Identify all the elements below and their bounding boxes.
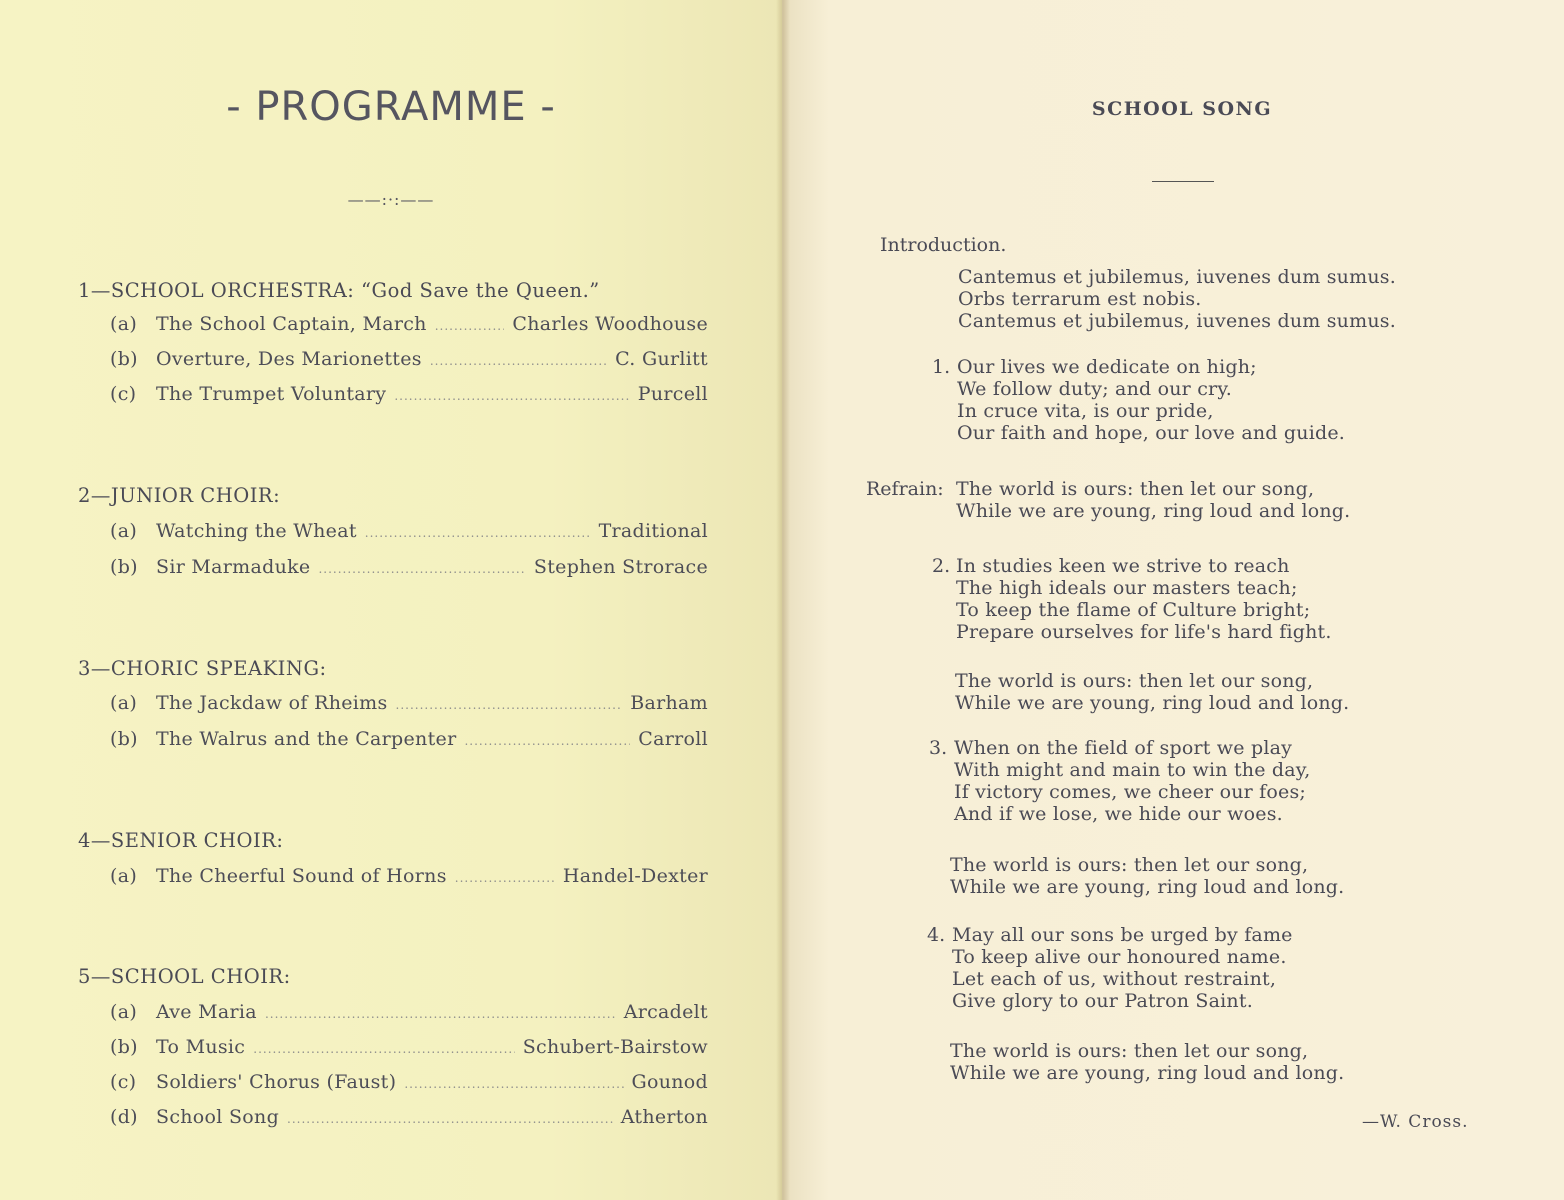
item-title: Watching the Wheat	[156, 520, 357, 542]
item-label: (a)	[110, 1001, 138, 1023]
item-title: The Trumpet Voluntary	[156, 383, 387, 405]
verse-stanza	[956, 555, 1332, 643]
song-line: May all our sons be urged by fame	[952, 924, 1293, 946]
programme-item	[110, 865, 708, 891]
verse-stanza	[954, 737, 1310, 825]
song-line: To keep the flame of Culture bright;	[956, 599, 1311, 621]
dot-leader	[455, 871, 555, 885]
refrain-stanza	[955, 670, 1349, 714]
section-heading-junior-choir: 2—JUNIOR CHOIR:	[78, 484, 281, 507]
dot-leader	[253, 1042, 514, 1056]
refrain-stanza	[956, 478, 1350, 522]
song-line: The world is ours: then let our song,	[956, 478, 1315, 500]
dot-leader	[464, 734, 630, 748]
item-title: Ave Maria	[156, 1001, 257, 1023]
programme-item	[110, 313, 708, 339]
item-composer: Carroll	[638, 728, 708, 750]
song-line: While we are young, ring loud and long.	[955, 692, 1350, 714]
item-title: The Cheerful Sound of Horns	[156, 865, 447, 887]
song-line: While we are young, ring loud and long.	[956, 500, 1351, 522]
item-title: The Jackdaw of Rheims	[156, 692, 388, 714]
song-line: The world is ours: then let our song,	[950, 1040, 1309, 1062]
dot-leader	[318, 562, 525, 576]
item-composer: Gounod	[631, 1071, 708, 1093]
dot-leader	[365, 526, 591, 540]
programme-item	[110, 520, 708, 546]
verse-number: 1.	[932, 356, 951, 378]
programme-item	[110, 556, 708, 582]
verse-number: 2.	[932, 555, 951, 577]
song-line: Our lives we dedicate on high;	[957, 356, 1257, 378]
dot-leader	[394, 389, 629, 403]
item-label: (a)	[110, 313, 138, 335]
item-label: (a)	[110, 520, 138, 542]
programme-item	[110, 383, 708, 409]
verse-number: 3.	[929, 737, 948, 759]
dot-leader	[435, 319, 505, 333]
song-line: And if we lose, we hide our woes.	[954, 803, 1283, 825]
item-composer: C. Gurlitt	[615, 348, 708, 370]
item-composer: Barham	[630, 692, 708, 714]
item-title: The Walrus and the Carpenter	[156, 728, 457, 750]
item-label: (c)	[110, 383, 137, 405]
programme-item	[110, 1106, 708, 1132]
item-title: Sir Marmaduke	[156, 556, 311, 578]
song-line: The high ideals our masters teach;	[956, 577, 1298, 599]
song-line: Our faith and hope, our love and guide.	[957, 422, 1346, 444]
song-author: —W. Cross.	[1362, 1112, 1469, 1132]
song-line: The world is ours: then let our song,	[950, 854, 1309, 876]
page-gutter	[776, 0, 790, 1200]
title-rule	[1152, 181, 1214, 182]
song-line: Let each of us, without restraint,	[952, 968, 1277, 990]
refrain-stanza	[950, 854, 1344, 898]
dot-leader	[287, 1112, 613, 1126]
song-line: Cantemus et jubilemus, iuvenes dum sumus.	[958, 266, 1396, 288]
introduction-stanza	[958, 266, 1396, 332]
refrain-stanza	[950, 1040, 1344, 1084]
song-line: While we are young, ring loud and long.	[950, 1062, 1345, 1084]
song-line: When on the field of sport we play	[954, 737, 1293, 759]
school-song-page	[782, 0, 1564, 1200]
song-line: In cruce vita, is our pride,	[957, 400, 1214, 422]
item-composer: Atherton	[620, 1106, 708, 1128]
refrain-label: Refrain:	[866, 478, 944, 500]
programme-item	[110, 692, 708, 718]
item-label: (a)	[110, 865, 138, 887]
item-title: School Song	[156, 1106, 280, 1128]
item-label: (a)	[110, 692, 138, 714]
song-line: While we are young, ring loud and long.	[950, 876, 1345, 898]
item-title: Soldiers' Chorus (Faust)	[156, 1071, 397, 1093]
item-composer: Arcadelt	[623, 1001, 708, 1023]
item-composer: Schubert-Bairstow	[522, 1036, 708, 1058]
song-line: Cantemus et jubilemus, iuvenes dum sumus.	[958, 310, 1396, 332]
programme-item	[110, 348, 708, 374]
item-composer: Charles Woodhouse	[512, 313, 708, 335]
item-composer: Handel-Dexter	[562, 865, 708, 887]
verse-number: 4.	[927, 924, 946, 946]
item-label: (b)	[110, 728, 138, 750]
song-line: With might and main to win the day,	[954, 759, 1311, 781]
programme-title: - PROGRAMME -	[226, 84, 556, 130]
verse-stanza	[952, 924, 1293, 1012]
section-heading-orchestra: 1—SCHOOL ORCHESTRA: “God Save the Queen.”	[78, 279, 600, 302]
dot-leader	[430, 354, 607, 368]
song-line: To keep alive our honoured name.	[952, 946, 1287, 968]
item-title: To Music	[156, 1036, 246, 1058]
item-label: (c)	[110, 1071, 137, 1093]
song-line: Orbs terrarum est nobis.	[958, 288, 1202, 310]
section-heading-school-choir: 5—SCHOOL CHOIR:	[78, 965, 291, 988]
dot-leader	[396, 698, 623, 712]
song-line: If victory comes, we cheer our foes;	[954, 781, 1307, 803]
song-line: Give glory to our Patron Saint.	[952, 990, 1253, 1012]
song-line: We follow duty; and our cry.	[957, 378, 1232, 400]
item-composer: Stephen Strorace	[533, 556, 708, 578]
programme-item	[110, 728, 708, 754]
introduction-label: Introduction.	[880, 234, 1007, 256]
item-label: (b)	[110, 556, 138, 578]
section-heading-choric-speaking: 3—CHORIC SPEAKING:	[78, 657, 327, 680]
dot-leader	[404, 1077, 623, 1091]
ornament-divider: ——:·:——	[347, 190, 435, 209]
verse-stanza	[957, 356, 1345, 444]
programme-item	[110, 1071, 708, 1097]
item-label: (d)	[110, 1106, 138, 1128]
programme-item	[110, 1001, 708, 1027]
song-line: The world is ours: then let our song,	[955, 670, 1314, 692]
item-label: (b)	[110, 1036, 138, 1058]
song-line: Prepare ourselves for life's hard fight.	[956, 621, 1332, 643]
item-title: Overture, Des Marionettes	[156, 348, 422, 370]
item-composer: Purcell	[637, 383, 708, 405]
item-composer: Traditional	[598, 520, 708, 542]
song-title: SCHOOL SONG	[1091, 98, 1273, 120]
section-heading-senior-choir: 4—SENIOR CHOIR:	[78, 829, 284, 852]
song-line: In studies keen we strive to reach	[956, 555, 1290, 577]
dot-leader	[265, 1007, 616, 1021]
item-title: The School Captain, March	[156, 313, 427, 335]
programme-item	[110, 1036, 708, 1062]
item-label: (b)	[110, 348, 138, 370]
